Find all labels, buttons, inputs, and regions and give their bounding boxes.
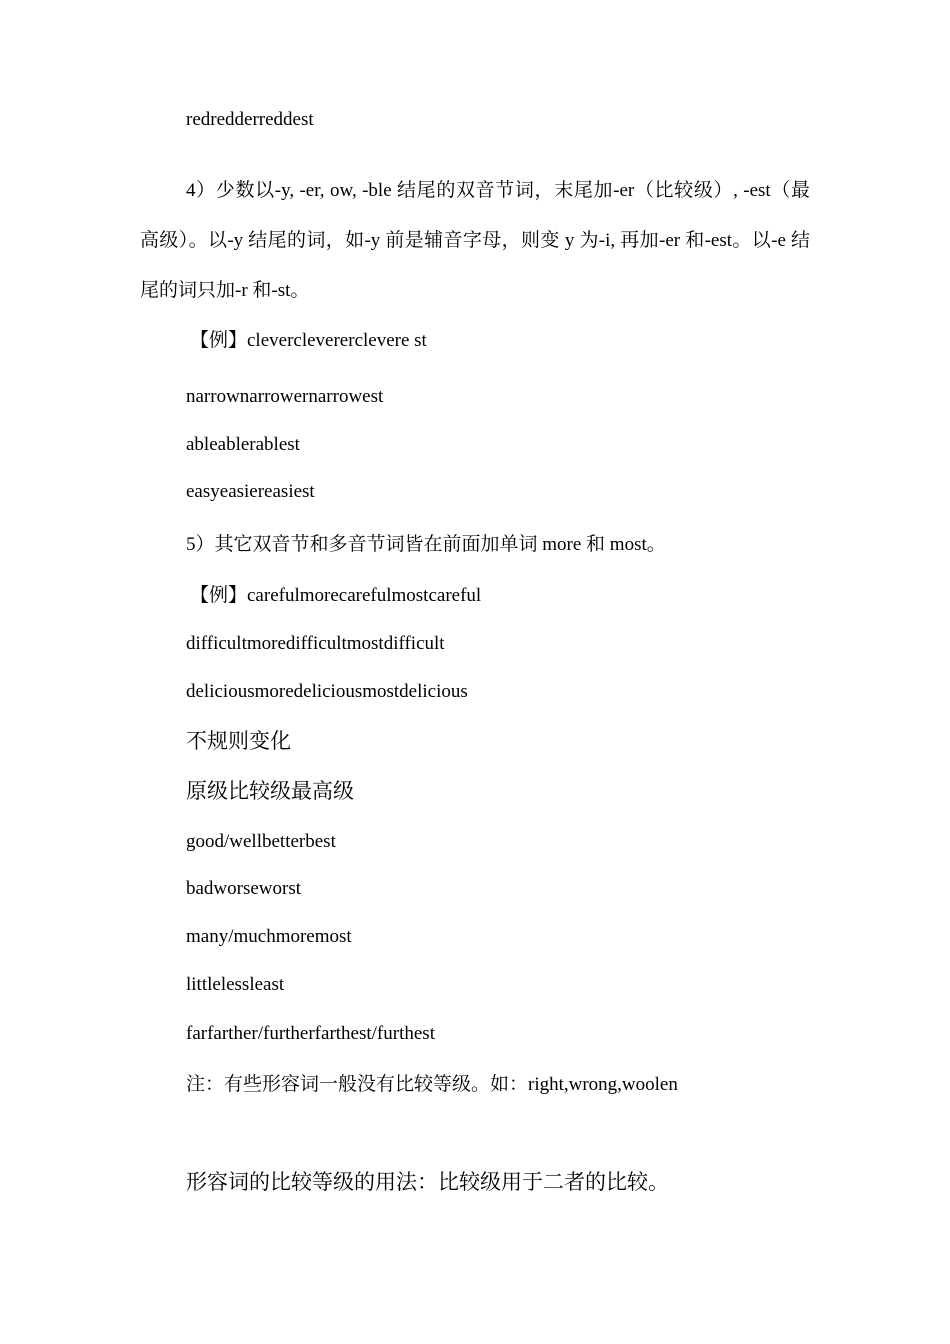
irregular-bad: badworseworst — [186, 878, 302, 899]
note-no-comparison: 注：有些形容词一般没有比较等级。如：right,wrong,woolen — [186, 1074, 678, 1095]
irregular-good: good/wellbetterbest — [186, 831, 336, 852]
usage-heading: 形容词的比较等级的用法：比较级用于二者的比较。 — [186, 1170, 669, 1194]
example-narrow: narrownarrowernarrowest — [186, 386, 384, 407]
example-careful: 【例】carefulmorecarefulmostcareful — [190, 585, 482, 606]
irregular-table-header: 原级比较级最高级 — [186, 779, 354, 803]
example-difficult: difficultmoredifficultmostdifficult — [186, 633, 445, 654]
irregular-little: littlelessleast — [186, 974, 285, 995]
example-easy: easyeasiereasiest — [186, 481, 315, 502]
example-delicious: deliciousmoredeliciousmostdelicious — [186, 681, 468, 702]
irregular-many: many/muchmoremost — [186, 926, 352, 947]
example-red: redredderreddest — [186, 109, 314, 130]
rule-4-paragraph: 4）少数以-y, -er, ow, -ble 结尾的双音节词，末尾加-er（比较级）, -est（最高级）。以-y 结尾的词，如-y 前是辅音字母，则变 y 为-i, 再加-er 和-est。以-e 结尾的词只加-r 和-st。 — [140, 180, 810, 301]
rule-5-text: 5）其它双音节和多音节词皆在前面加单词 more 和 most。 — [186, 534, 666, 555]
example-clever: 【例】cleverclevererclevere st — [190, 330, 427, 351]
irregular-far: farfarther/furtherfarthest/furthest — [186, 1023, 435, 1044]
example-able: ableablerablest — [186, 434, 300, 455]
irregular-heading: 不规则变化 — [186, 729, 291, 753]
